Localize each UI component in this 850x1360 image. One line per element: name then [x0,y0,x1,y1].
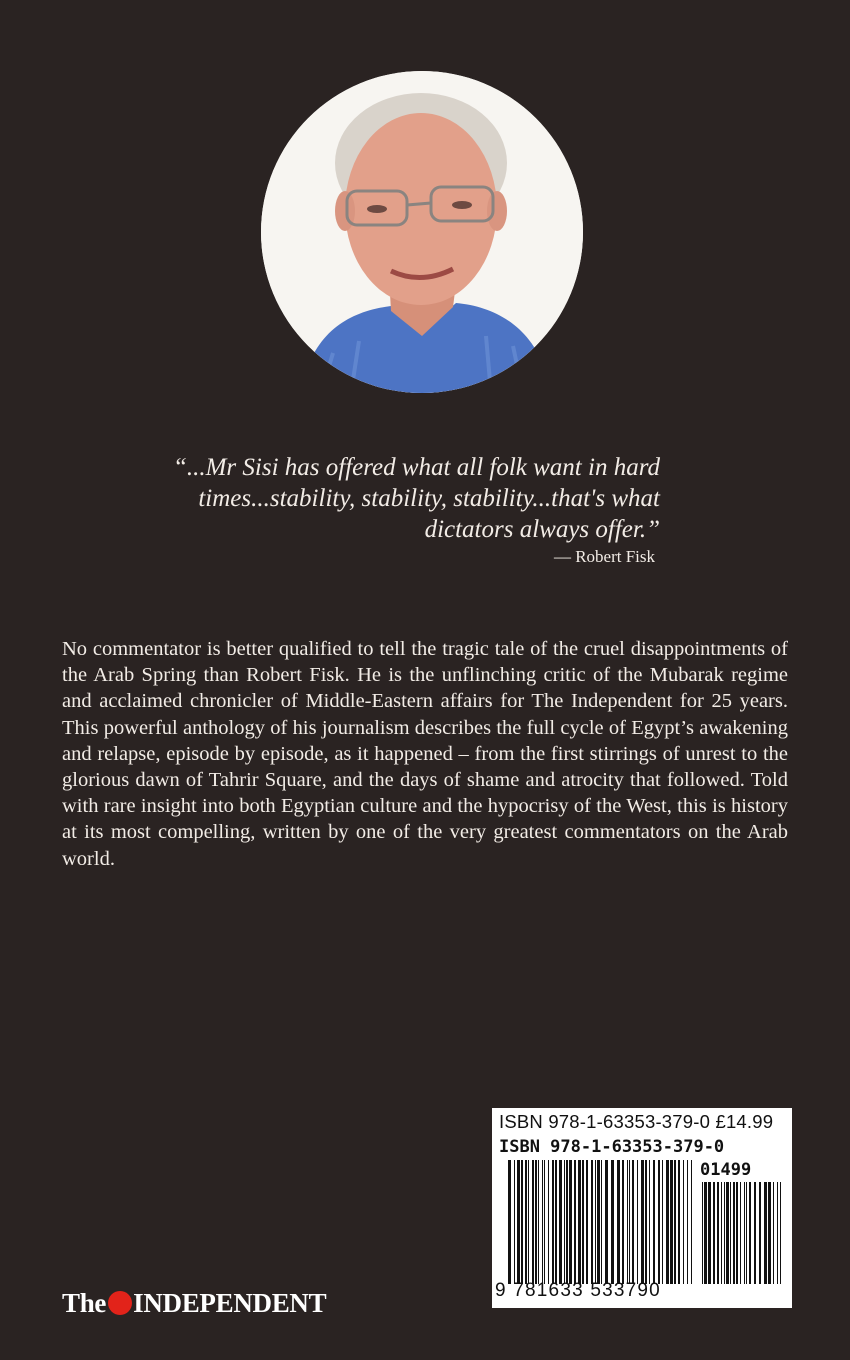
addon-barcode-bars [702,1182,782,1284]
logo-name: INDEPENDENT [133,1287,327,1318]
eagle-icon [108,1291,132,1315]
author-photo-icon [261,71,583,393]
isbn-code: ISBN 978-1-63353-379-0 [499,1137,725,1157]
addon-code: 01499 [700,1160,752,1180]
quote-line: dictators always offer.” [424,516,660,543]
ean-barcode-bars [508,1160,694,1284]
logo-the: The [62,1287,107,1318]
author-portrait [261,71,583,393]
isbn-barcode [492,1108,792,1308]
quote-attribution: — Robert Fisk [553,547,655,566]
isbn-price-label: ISBN 978-1-63353-379-0 £14.99 [499,1111,774,1132]
quote-line: times...stability, stability, stability...that's what [198,485,660,512]
quote-line: “...Mr Sisi has offered what all folk want in hard [172,454,660,481]
pull-quote [150,452,660,545]
publisher-logo [62,1283,326,1323]
ean-digits: 9 781633 533790 [495,1280,661,1301]
book-description: No commentator is better qualified to tell the tragic tale of the cruel disappointments of the Arab Spring than Robert Fisk. He is the unflinching critic of the Mubarak regime and acclaimed chronicler of Middle-Eastern affairs for The Independent for 25 years. This powerful anthology of his journalism describes the full cycle of Egypt’s awakening and relapse, episode by episode, as it happened – from the first stirrings of unrest to the glorious dawn of Tahrir Square, and the days of shame and atrocity that followed. Told with rare insight into both Egyptian culture and the hypocrisy of the West, this is history at its most compelling, written by one of the very greatest commentators on the Arab world. [62,638,788,870]
